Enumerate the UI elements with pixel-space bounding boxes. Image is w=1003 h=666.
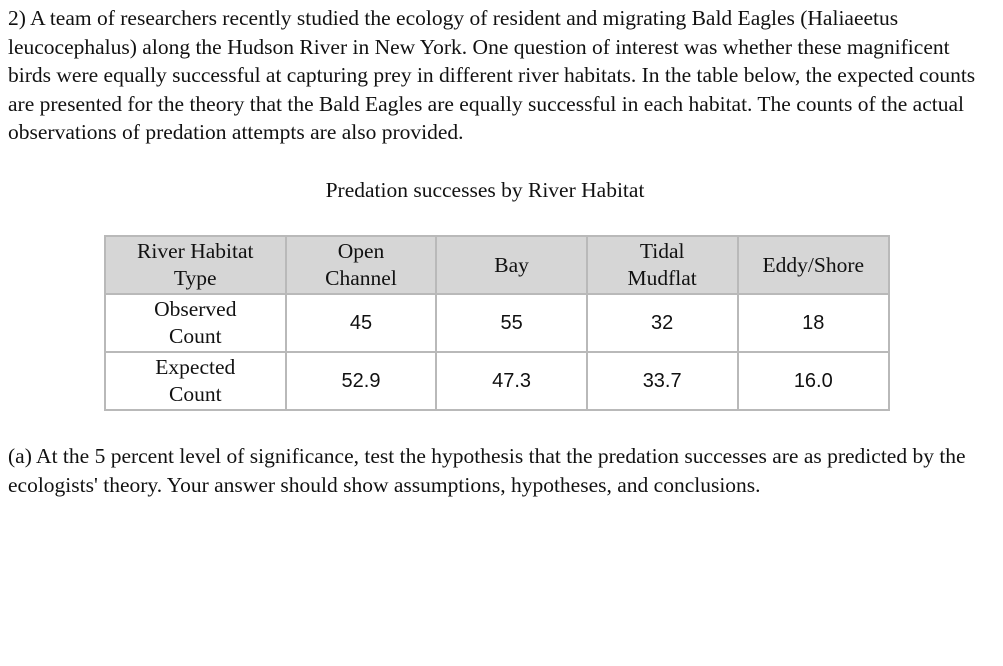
row-label-line1: Expected	[155, 355, 236, 379]
cell-observed-tidal-mudflat: 32	[587, 294, 738, 352]
row-label-line1: Observed	[154, 297, 237, 321]
predation-table	[104, 235, 890, 411]
row-label-line2: Count	[168, 382, 222, 406]
table-row-observed	[105, 294, 889, 352]
header-cell-habitat-type	[105, 236, 286, 294]
header-label-line2: Type	[173, 266, 217, 290]
problem-intro: 2) A team of researchers recently studied the ecology of resident and migrating Bald Eagles (Haliaeetus leucocephalus) along the Hudson River in New York. One question of interest was whether these magnificent birds were equally successful at capturing prey in different river habitats. In the table below, the expected counts are presented for the theory that the Bald Eagles are equally successful in each habitat. The counts of the actual observations of predation attempts are also provided.	[8, 6, 976, 145]
question-a: (a) At the 5 percent level of significance, test the hypothesis that the predation successes are as predicted by the ecologists' theory. Your answer should show assumptions, hypotheses, and conclusions.	[8, 444, 966, 497]
header-line2: Mudflat	[627, 266, 697, 290]
table-row-expected	[105, 352, 889, 410]
row-label-observed	[105, 294, 286, 352]
cell-observed-eddy-shore: 18	[738, 294, 889, 352]
cell-expected-eddy-shore: 16.0	[738, 352, 889, 410]
cell-expected-open-channel: 52.9	[286, 352, 437, 410]
table-caption: Predation successes by River Habitat	[325, 178, 645, 202]
cell-observed-open-channel: 45	[286, 294, 437, 352]
header-line1: Tidal	[639, 239, 685, 263]
header-line1: Open	[337, 239, 385, 263]
table-header-row	[105, 236, 889, 294]
cell-observed-bay: 55	[436, 294, 586, 352]
header-cell-open-channel	[286, 236, 437, 294]
header-label-line1: River Habitat	[137, 239, 254, 263]
cell-expected-tidal-mudflat: 33.7	[587, 352, 738, 410]
header-line1: Bay	[494, 252, 529, 277]
header-line2: Channel	[325, 266, 397, 290]
cell-expected-bay: 47.3	[436, 352, 586, 410]
header-cell-tidal-mudflat	[587, 236, 738, 294]
header-cell-eddy-shore	[738, 236, 889, 294]
header-cell-bay	[436, 236, 586, 294]
header-line1: Eddy/Shore	[762, 252, 865, 277]
row-label-line2: Count	[168, 324, 222, 348]
row-label-expected	[105, 352, 286, 410]
